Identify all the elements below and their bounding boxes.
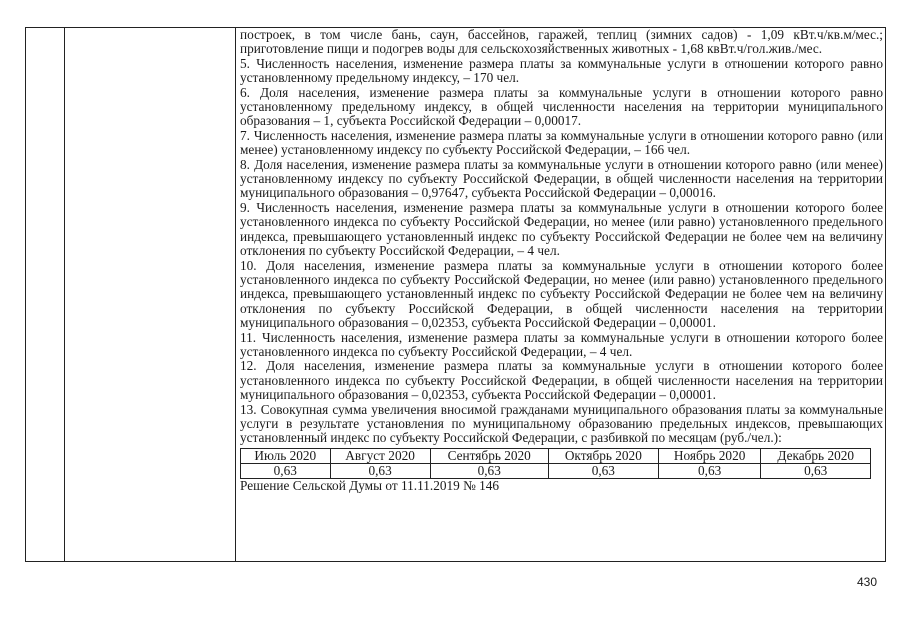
paragraph-item-12: 12. Доля населения, изменение размера платы за коммунальные услуги в отношении которого более установленного индекса по субъекту Российской Федерации, в общей численности населения на территории муниципального образования – 0,02353, субъекта Российской Федерации – 0,00001.: [240, 358, 883, 403]
table-cell: 0,63: [241, 463, 331, 478]
table-cell: 0,63: [761, 463, 871, 478]
table-header-cell: Август 2020: [330, 448, 430, 463]
table-row: [241, 463, 871, 478]
paragraph-item-13: 13. Совокупная сумма увеличения вносимой гражданами муниципального образования платы за коммунальные услуги в результате установления по муниципальному образованию предельных индексов, превышающих установленный индекс по субъекту Российской Федерации, с разбивкой по месяцам (руб./чел.):: [240, 401, 883, 446]
paragraph-item-6: 6. Доля населения, изменение размера платы за коммунальные услуги в отношении которого равно установленному предельному индексу, в общей численности населения на территории муниципального образования – 1, субъекта Российской Федерации – 0,00017.: [240, 84, 883, 129]
document-table-frame: [25, 27, 886, 562]
paragraph-item-5: 5. Численность населения, изменение размера платы за коммунальные услуги в отношении которого равно установленному предельному индексу, – 170 чел.: [240, 55, 883, 86]
table-cell: 0,63: [430, 463, 548, 478]
table-cell: 0,63: [548, 463, 658, 478]
monthly-amounts-table: [240, 448, 871, 479]
table-header-cell: Декабрь 2020: [761, 448, 871, 463]
table-cell: 0,63: [330, 463, 430, 478]
table-header-cell: Сентябрь 2020: [430, 448, 548, 463]
decision-reference: Решение Сельской Думы от 11.11.2019 № 146: [240, 477, 500, 493]
table-header-row: [241, 448, 871, 463]
column-divider: [64, 28, 65, 561]
paragraph-item-9: 9. Численность населения, изменение размера платы за коммунальные услуги в отношении которого более установленного индекса по субъекту Российской Федерации, но менее (или равно) установленного предельного индекса, превышающего установленный индекс по субъекту Российской Федерации не более чем на величину отклонения по субъекту Российской Федерации, – 4 чел.: [240, 199, 883, 259]
table-header-cell: Октябрь 2020: [548, 448, 658, 463]
paragraph-continuation: построек, в том числе бань, саун, бассейнов, гаражей, теплиц (зимних садов) - 1,09 кВт.ч/кв.м/мес.; приготовление пищи и подогрев воды для сельскохозяйственных животных - 1,68 квВт.ч/гол.жив./мес.: [240, 27, 883, 57]
paragraph-item-11: 11. Численность населения, изменение размера платы за коммунальные услуги в отношении которого более установленного индекса по субъекту Российской Федерации, – 4 чел.: [240, 329, 883, 359]
table-cell: 0,63: [658, 463, 761, 478]
table-header-cell: Ноябрь 2020: [658, 448, 761, 463]
paragraph-item-10: 10. Доля населения, изменение размера платы за коммунальные услуги в отношении которого более установленного индекса по субъекту Российской Федерации, но менее (или равно) установленного предельного индекса, превышающего установленный индекс по субъекту Российской Федерации не более чем на величину отклонения по субъекту Российской Федерации, в общей численности населения на территории муниципального образования – 0,02353, субъекта Российской Федерации – 0,00001.: [240, 257, 883, 331]
page-number: 430: [856, 575, 877, 589]
paragraph-item-8: 8. Доля населения, изменение размера платы за коммунальные услуги в отношении которого равно (или менее) установленному индексу по субъекту Российской Федерации, в общей численности населения на территории муниципального образования – 0,97647, субъекта Российской Федерации – 0,00016.: [240, 156, 883, 201]
table-header-cell: Июль 2020: [241, 448, 331, 463]
paragraph-item-7: 7. Численность населения, изменение размера платы за коммунальные услуги в отношении которого равно (или менее) установленному индексу по субъекту Российской Федерации, – 166 чел.: [240, 127, 883, 158]
content-cell: [240, 28, 883, 493]
column-divider: [235, 28, 236, 561]
